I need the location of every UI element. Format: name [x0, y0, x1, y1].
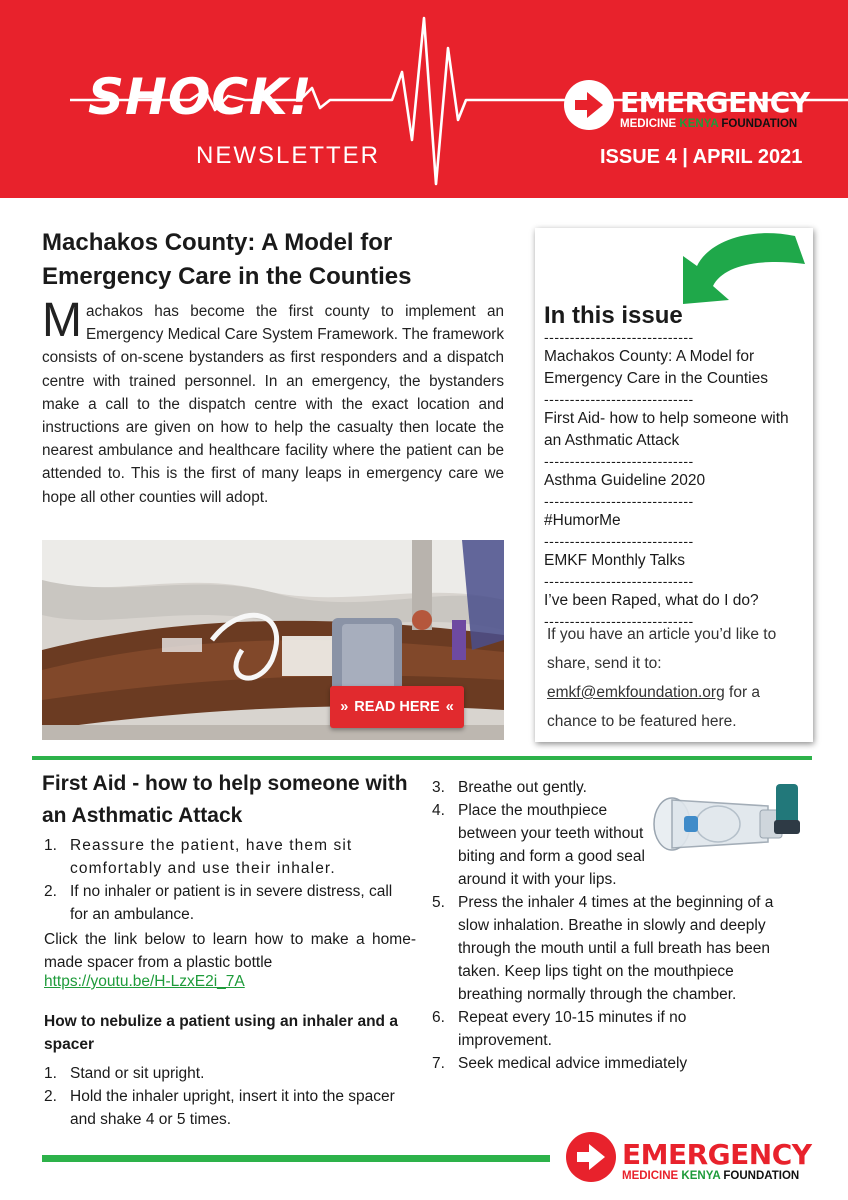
nebulize-title: How to nebulize a patient using an inhaler and a spacer: [44, 1013, 398, 1053]
newsletter-title: SHOCK!: [88, 68, 313, 126]
newsletter-subtitle: NEWSLETTER: [196, 142, 381, 169]
logo-subtitle: MEDICINE KENYA FOUNDATION: [620, 118, 798, 130]
footer-divider: [42, 1155, 550, 1162]
toc-item-monthly-talks[interactable]: EMKF Monthly Talks: [544, 552, 685, 569]
list-item: 6. Repeat every 10-15 minutes if no improvement.: [432, 1009, 687, 1049]
in-this-issue-heading: In this issue: [544, 302, 683, 329]
article-text: achakos has become the first county to implement an Emergency Medical Care System Framework. The framework consists of on-scene bystanders as first responders and a dispatch centre with trained personnel. In an emergency, the bystanders make a call to the dispatch centre with the exact location and instructions are given on how to help the casualty then locate the nearest ambulance and healthcare facility where the patient can be attended to. This is the first of many leaps in emergency care we hope all other counties will adopt.: [42, 303, 504, 506]
toc-item-raped[interactable]: I’ve been Raped, what do I do?: [544, 592, 759, 609]
list-item: 2. Hold the inhaler upright, insert it into the spacer and shake 4 or 5 times.: [44, 1088, 395, 1128]
logo-wordmark: EMERGENCY: [622, 1138, 812, 1171]
curved-arrow-icon: [655, 230, 815, 310]
drop-cap: M: [42, 294, 82, 347]
main-article-body: [42, 294, 504, 509]
list-item: 7. Seek medical advice immediately: [432, 1055, 688, 1072]
divider: -----------------------------: [544, 534, 694, 548]
divider: -----------------------------: [544, 614, 694, 628]
inhaler-spacer-image: [648, 780, 814, 864]
youtube-link[interactable]: https://youtu.be/H-LzxE2i_7A: [44, 973, 245, 990]
divider: -----------------------------: [544, 330, 694, 344]
divider: -----------------------------: [544, 392, 694, 406]
section-divider: [32, 756, 812, 760]
arrow-right-icon: [566, 1132, 616, 1182]
nebulize-steps: [44, 1062, 414, 1131]
toc-item-asthma-guideline[interactable]: Asthma Guideline 2020: [544, 472, 706, 489]
list-item: 4. Place the mouthpiece between your teeth without biting and form a good seal around it with your lips.: [432, 802, 645, 888]
spacer-instructions: Click the link below to learn how to make a home-made spacer from a plastic bottle: [44, 931, 416, 971]
arrow-right-icon: [564, 80, 614, 130]
read-here-button[interactable]: » READ HERE «: [330, 686, 464, 728]
in-this-issue-box: [535, 228, 813, 742]
divider: -----------------------------: [544, 494, 694, 508]
email-link[interactable]: emkf@emkfoundation.org: [547, 684, 725, 701]
list-item: 2. If no inhaler or patient is in severe distress, call for an ambulance.: [44, 883, 393, 923]
issue-label: ISSUE 4 | APRIL 2021: [600, 146, 803, 168]
divider: -----------------------------: [544, 454, 694, 468]
submission-note: If you have an article you’d like to share, send it to: emkf@emkfoundation.org for a chance to be featured here.: [547, 626, 777, 730]
divider: -----------------------------: [544, 574, 694, 588]
first-aid-steps: [44, 834, 414, 926]
logo-wordmark: EMERGENCY: [620, 86, 810, 119]
double-chevron-right-icon: »: [340, 699, 349, 715]
list-item: 3. Breathe out gently.: [432, 779, 587, 796]
table-of-contents: [544, 330, 806, 628]
toc-item-machakos[interactable]: Machakos County: A Model for Emergency Care in the Counties: [544, 348, 769, 387]
list-item: 1. Stand or sit upright.: [44, 1065, 205, 1082]
header-banner: [0, 0, 848, 198]
main-article-title: Machakos County: A Model for Emergency Care in the Counties: [42, 229, 412, 290]
first-aid-title: First Aid - how to help someone with an Asthmatic Attack: [42, 772, 408, 827]
toc-item-first-aid[interactable]: First Aid- how to help someone with an Asthmatic Attack: [544, 410, 789, 449]
list-item: 1. Reassure the patient, have them sit comfortably and use their inhaler.: [44, 837, 353, 877]
toc-item-humorme[interactable]: #HumorMe: [544, 512, 621, 529]
list-item: 5. Press the inhaler 4 times at the beginning of a slow inhalation. Breathe in slowly and deeply through the mouth until a full breath has been taken. Keep lips tight on the mouthpiece breathing normally through the chamber.: [432, 894, 774, 1003]
logo-subtitle: MEDICINE KENYA FOUNDATION: [622, 1170, 800, 1182]
double-chevron-left-icon: «: [445, 699, 454, 715]
